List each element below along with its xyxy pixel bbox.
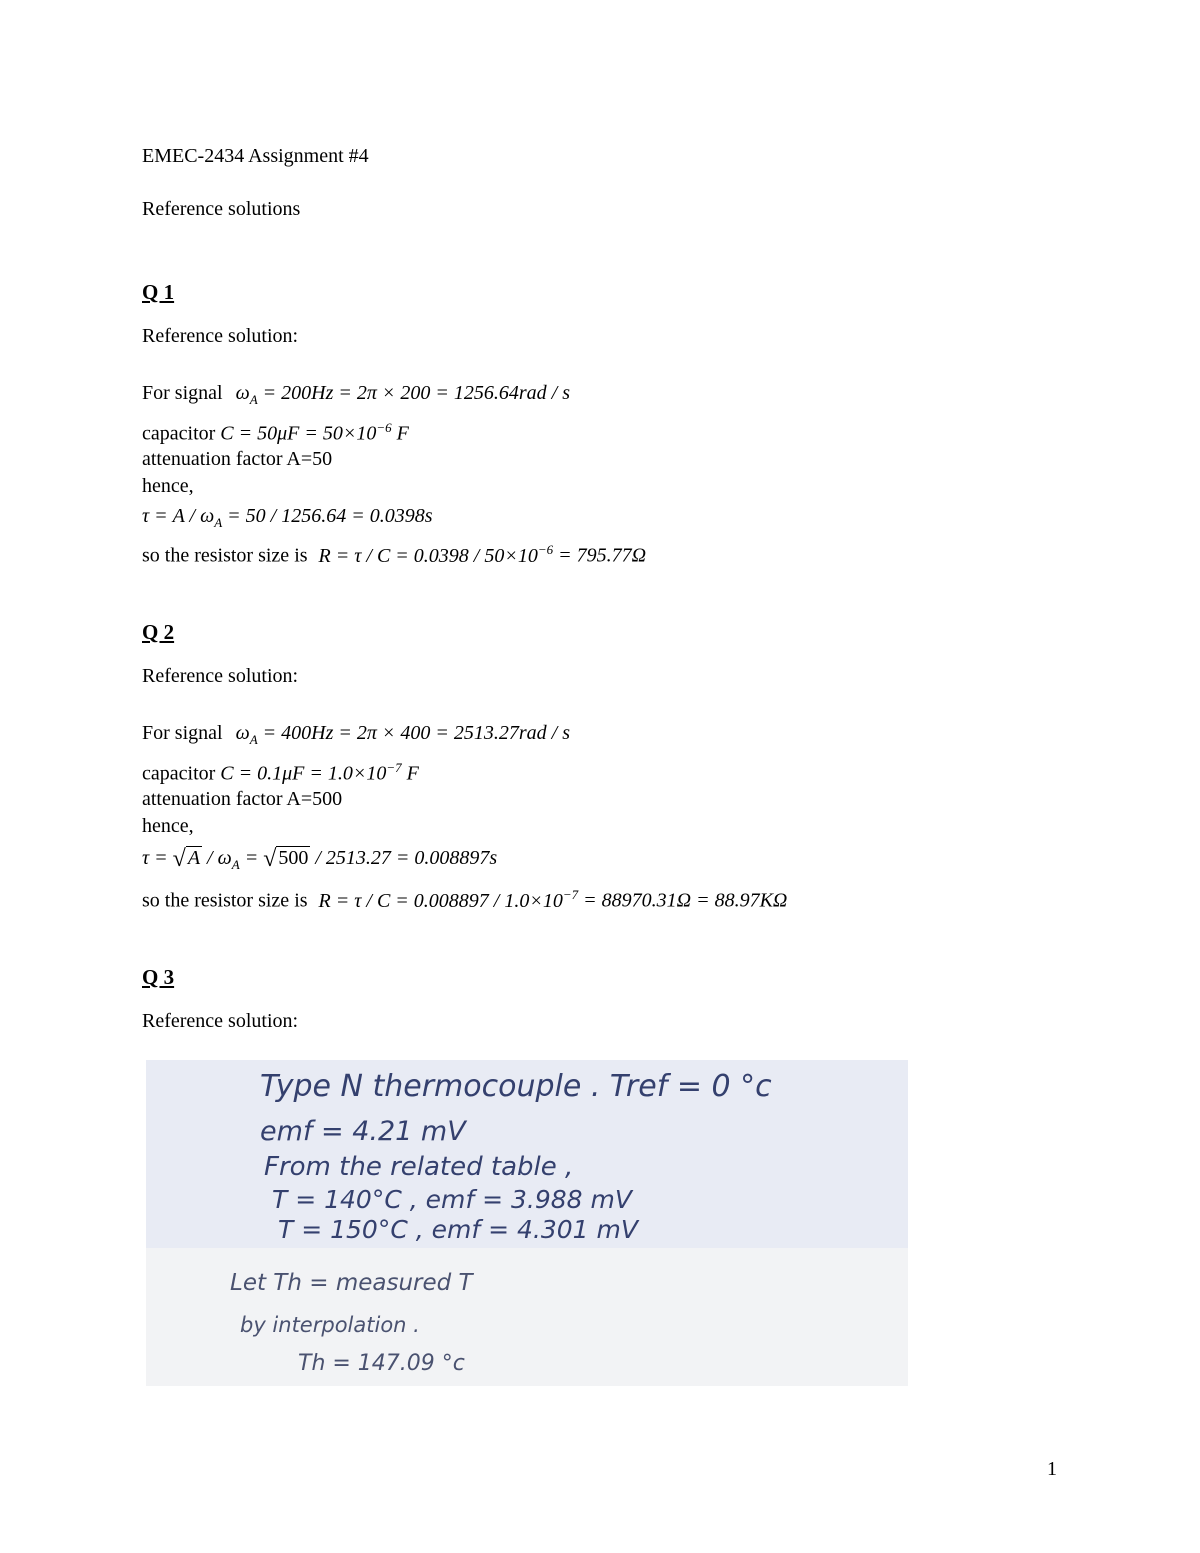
q2-signal-prefix: For signal — [142, 722, 223, 744]
q2-omega: ω — [235, 722, 250, 744]
q1-omega-sub: A — [249, 392, 258, 407]
q2-omega-sub: A — [249, 732, 258, 747]
q2-resistor-line — [142, 883, 787, 913]
document-subtitle: Reference solutions — [142, 198, 301, 220]
q2-heading: Q 2 — [142, 620, 175, 644]
sqrt-icon: √ — [172, 846, 186, 872]
q2-reference-label: Reference solution: — [142, 665, 299, 687]
q3-heading: Q 3 — [142, 965, 175, 989]
q2-tau-b: / ω — [207, 847, 232, 869]
q2-signal-equation: = 400Hz = 2π × 400 = 2513.27rad / s — [262, 722, 570, 744]
q1-resistor-line — [142, 538, 646, 568]
q1-capacitor-eq-a: C = 50μF = 50×10 — [220, 422, 377, 445]
q1-omega: ω — [235, 382, 250, 404]
page-number: 1 — [1047, 1458, 1057, 1480]
handwritten-scan-1 — [146, 1060, 908, 1248]
q1-reference-label: Reference solution: — [142, 325, 299, 347]
q1-signal-prefix: For signal — [142, 382, 223, 404]
q1-resistor-b: = 795.77Ω — [558, 544, 647, 567]
q1-heading: Q 1 — [142, 280, 175, 304]
handwritten-scan-1-svg — [146, 1060, 908, 1248]
q1-tau-line — [142, 504, 432, 535]
sqrt-icon: √ — [263, 846, 277, 872]
q2-sqrt-a-body: A — [187, 847, 201, 869]
hand2-line-2: by interpolation . — [240, 1313, 420, 1337]
hand1-line-1: Type N thermocouple . Tref = 0 °c — [260, 1069, 772, 1104]
hand1-line-3: From the related table , — [264, 1152, 574, 1182]
q1-tau-sub: A — [214, 515, 223, 530]
q2-sqrt-a — [173, 846, 202, 871]
q2-resistor-prefix: so the resistor size is — [142, 889, 308, 912]
hand1-line-4: T = 140°C , emf = 3.988 mV — [272, 1185, 632, 1214]
q2-tau-line — [142, 846, 497, 877]
q1-capacitor-prefix: capacitor — [142, 422, 216, 445]
q2-tau-c: = — [244, 847, 259, 869]
q1-resistor-a: R = τ / C = 0.0398 / 50×10 — [318, 544, 538, 567]
q2-hence: hence, — [142, 815, 194, 837]
q2-sqrt-500-body: 500 — [278, 847, 309, 869]
q3-reference-label: Reference solution: — [142, 1010, 299, 1032]
q1-attenuation: attenuation factor A=50 — [142, 448, 333, 470]
handwritten-scan-2-svg — [146, 1248, 908, 1386]
q2-sqrt-500 — [263, 846, 310, 871]
hand2-line-3: Th = 147.09 °c — [298, 1351, 465, 1376]
q1-resistor-exp: −6 — [537, 542, 554, 557]
document-title: EMEC-2434 Assignment #4 — [142, 145, 369, 167]
q2-capacitor-exp: −7 — [386, 760, 402, 775]
q2-resistor-b: = 88970.31Ω = 88.97KΩ — [583, 889, 788, 912]
q1-signal-line — [142, 381, 570, 412]
handwritten-scan-2 — [146, 1248, 908, 1386]
q2-resistor-exp: −7 — [562, 887, 579, 902]
q2-attenuation: attenuation factor A=500 — [142, 788, 343, 810]
q2-capacitor-eq-a: C = 0.1μF = 1.0×10 — [220, 762, 387, 785]
q2-capacitor-prefix: capacitor — [142, 762, 216, 785]
q1-hence: hence, — [142, 475, 194, 497]
q2-signal-line — [142, 721, 570, 752]
q1-capacitor-eq-b: F — [396, 422, 409, 445]
hand1-line-5: T = 150°C , emf = 4.301 mV — [278, 1215, 638, 1244]
q2-tau-a: τ = — [142, 847, 168, 869]
q1-capacitor-exp: −6 — [376, 420, 392, 435]
q1-resistor-prefix: so the resistor size is — [142, 544, 308, 567]
q1-tau-b: = 50 / 1256.64 = 0.0398s — [227, 505, 433, 527]
q2-tau-d: / 2513.27 = 0.008897s — [315, 847, 498, 869]
q2-capacitor-line — [142, 756, 419, 786]
q2-capacitor-eq-b: F — [406, 762, 419, 785]
q1-capacitor-line — [142, 416, 409, 446]
q1-tau-a: τ = A / ω — [142, 505, 215, 527]
q1-signal-equation: = 200Hz = 2π × 200 = 1256.64rad / s — [262, 382, 570, 404]
hand2-line-1: Let Th = measured T — [230, 1270, 473, 1296]
q2-resistor-a: R = τ / C = 0.008897 / 1.0×10 — [318, 889, 563, 912]
q2-tau-sub: A — [231, 857, 240, 872]
hand1-line-2: emf = 4.21 mV — [260, 1116, 466, 1147]
